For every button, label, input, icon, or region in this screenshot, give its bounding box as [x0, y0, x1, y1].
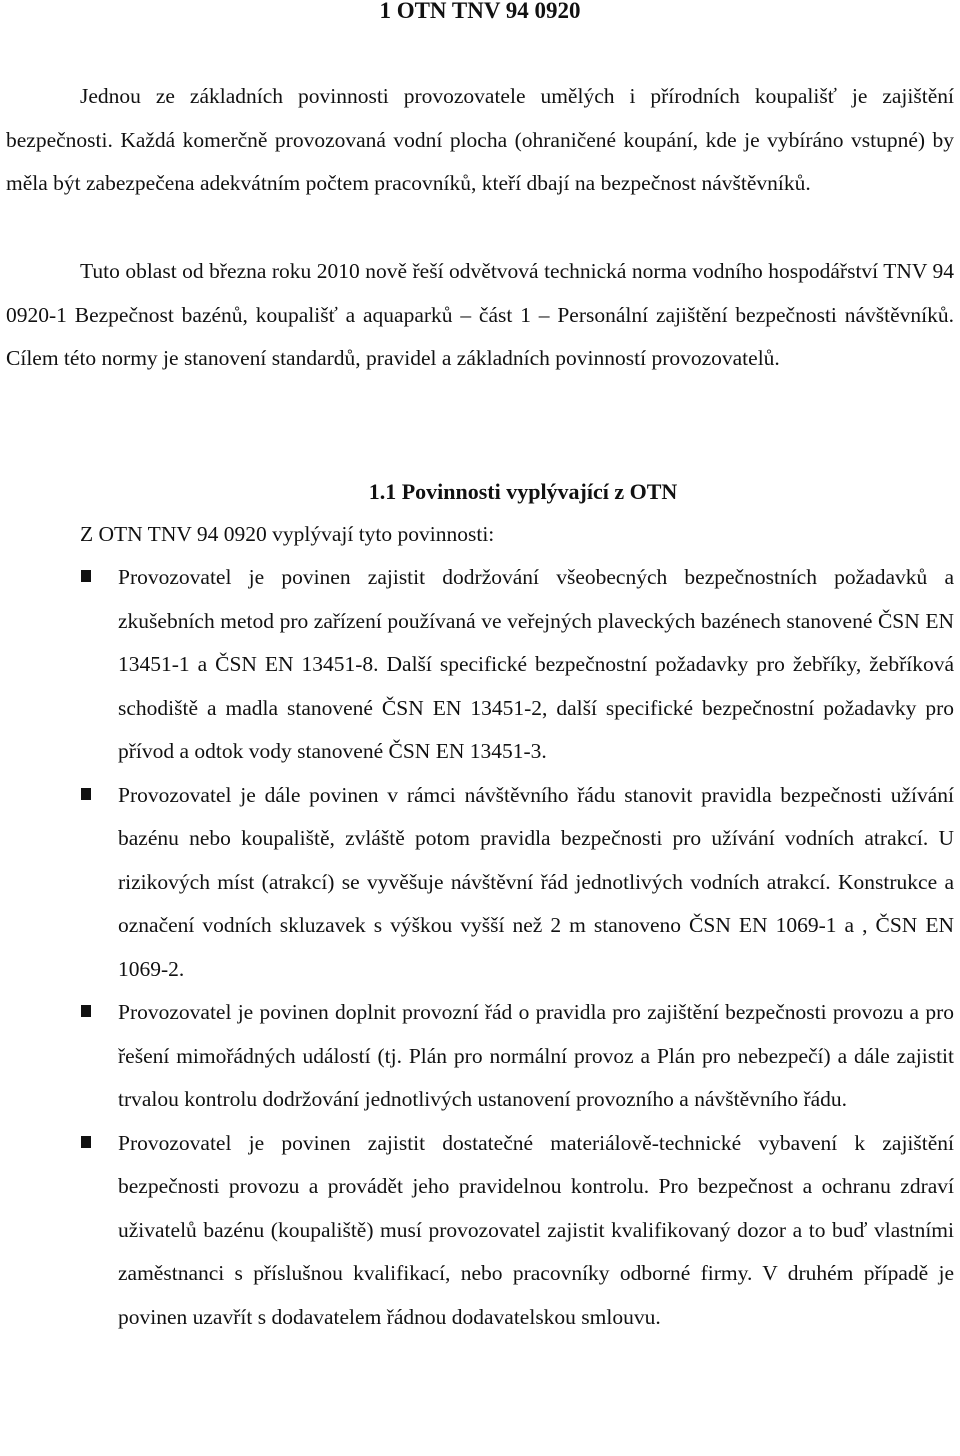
list-item	[0, 556, 960, 774]
subsection-heading: 1.1 Povinnosti vyplývající z OTN	[368, 479, 678, 504]
obligations-intro: Z OTN TNV 94 0920 vyplývají tyto povinnosti:	[80, 522, 495, 546]
list-item-text: Provozovatel je povinen zajistit dostatečné materiálově-technické vybavení k zajištění bezpečnosti provozu a provádět jeho pravidelnou kontrolu. Pro bezpečnost a ochranu zdraví uživatelů bazénu (koupaliště) musí provozovatel zajistit kvalifikovaný dozor a to buď vlastními zaměstnanci s příslušnou kvalifikací, nebo pracovníky odborné firmy. V druhém případě je povinen uzavřít s dodavatelem řádnou dodavatelskou smlouvu.	[118, 1130, 954, 1329]
paragraph-intro: Jednou ze základních povinnosti provozovatele umělých i přírodních koupališť je zajištění bezpečnosti. Každá komerčně provozovaná vodní plocha (ohraničené koupání, kde je vybíráno vstupné) by měla být zabezpečena adekvátním počtem pracovníků, kteří dbají na bezpečnost návštěvníků.	[6, 84, 954, 195]
list-item	[0, 774, 960, 992]
section-heading: 1 OTN TNV 94 0920	[379, 0, 581, 23]
list-item-text: Provozovatel je dále povinen v rámci návštěvního řádu stanovit pravidla bezpečnosti užívání bazénu nebo koupaliště, zvláště potom pravidla bezpečnosti pro užívání vodních atrakcí. U rizikových míst (atrakcí) se vyvěšuje návštěvní řád jednotlivých vodních atrakcí. Konstrukce a označení vodních skluzavek s výškou vyšší než 2 m stanoveno ČSN EN 1069-1 a , ČSN EN 1069-2.	[118, 782, 954, 981]
square-bullet-icon	[81, 1005, 91, 1017]
square-bullet-icon	[81, 570, 91, 582]
paragraph-norm: Tuto oblast od března roku 2010 nově řeší odvětvová technická norma vodního hospodářství TNV 94 0920-1 Bezpečnost bazénů, koupališť a aquaparků – část 1 – Personální zajištění bezpečnosti návštěvníků. Cílem této normy je stanovení standardů, pravidel a základních povinností provozovatelů.	[6, 259, 954, 370]
square-bullet-icon	[81, 1136, 91, 1148]
obligations-list	[0, 556, 960, 1339]
square-bullet-icon	[81, 788, 91, 800]
list-item	[0, 1122, 960, 1340]
list-item	[0, 991, 960, 1122]
list-item-text: Provozovatel je povinen doplnit provozní řád o pravidla pro zajištění bezpečnosti provozu a pro řešení mimořádných událostí (tj. Plán pro normální provoz a Plán pro nebezpečí) a dále zajistit trvalou kontrolu dodržování jednotlivých ustanovení provozního a návštěvního řádu.	[118, 1000, 954, 1111]
list-item-text: Provozovatel je povinen zajistit dodržování všeobecných bezpečnostních požadavků a zkušebních metod pro zařízení používaná ve veřejných plaveckých bazénech stanovené ČSN EN 13451-1 a ČSN EN 13451-8. Další specifické bezpečnostní požadavky pro žebříky, žebříková schodiště a madla stanovené ČSN EN 13451-2, další specifické bezpečnostní požadavky pro přívod a odtok vody stanovené ČSN EN 13451-3.	[118, 565, 954, 763]
